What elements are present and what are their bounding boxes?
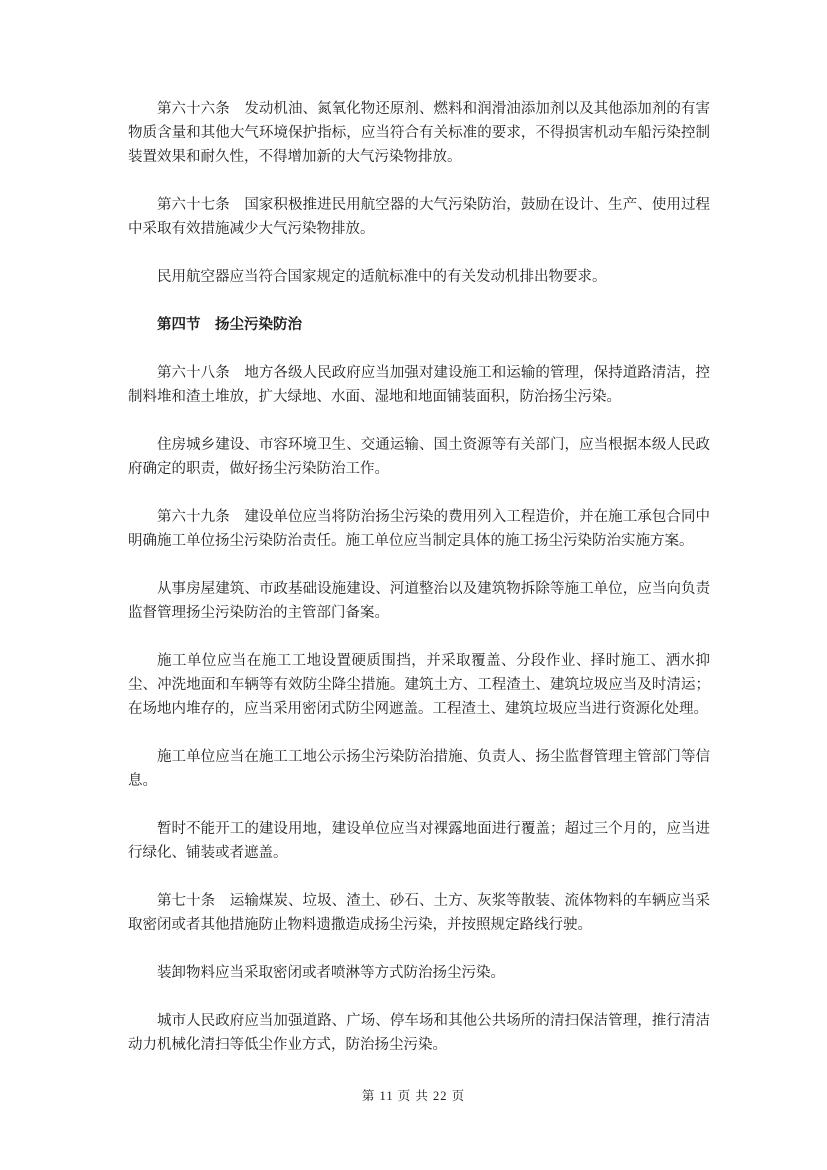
paragraph: 住房城乡建设、市容环境卫生、交通运输、国土资源等有关部门，应当根据本级人民政府确定的职责，做好扬尘污染防治工作。: [128, 437, 710, 477]
paragraph: 第六十八条 地方各级人民政府应当加强对建设施工和运输的管理，保持道路清洁，控制料堆和渣土堆放，扩大绿地、水面、湿地和地面铺装面积，防治扬尘污染。: [128, 365, 710, 405]
section-heading: 第四节 扬尘污染防治: [157, 317, 302, 333]
paragraph: 民用航空器应当符合国家规定的适航标准中的有关发动机排出物要求。: [157, 269, 607, 285]
paragraph: 装卸物料应当采取密闭或者喷淋等方式防治扬尘污染。: [157, 965, 505, 981]
paragraph: 第六十六条 发动机油、氮氧化物还原剂、燃料和润滑油添加剂以及其他添加剂的有害物质含量和其他大气环境保护指标，应当符合有关标准的要求，不得损害机动车船污染控制装置效果和耐久性，不得增加新的大气污染物排放。: [128, 101, 710, 165]
page-number-footer: 第 11 页 共 22 页: [361, 1089, 466, 1103]
paragraph: 暂时不能开工的建设用地，建设单位应当对裸露地面进行覆盖；超过三个月的，应当进行绿化、铺装或者遮盖。: [128, 821, 710, 861]
paragraph: 城市人民政府应当加强道路、广场、停车场和其他公共场所的清扫保洁管理，推行清洁动力机械化清扫等低尘作业方式，防治扬尘污染。: [128, 1013, 710, 1053]
paragraph: 施工单位应当在施工工地设置硬质围挡，并采取覆盖、分段作业、择时施工、洒水抑尘、冲洗地面和车辆等有效防尘降尘措施。建筑土方、工程渣土、建筑垃圾应当及时清运；在场地内堆存的，应当采用密闭式防尘网遮盖。工程渣土、建筑垃圾应当进行资源化处理。: [128, 653, 710, 717]
paragraph: 从事房屋建筑、市政基础设施建设、河道整治以及建筑物拆除等施工单位，应当向负责监督管理扬尘污染防治的主管部门备案。: [128, 581, 710, 621]
paragraph: 第六十九条 建设单位应当将防治扬尘污染的费用列入工程造价，并在施工承包合同中明确施工单位扬尘污染防治责任。施工单位应当制定具体的施工扬尘污染防治实施方案。: [128, 509, 710, 549]
paragraph: 第七十条 运输煤炭、垃圾、渣土、砂石、土方、灰浆等散装、流体物料的车辆应当采取密闭或者其他措施防止物料遗撒造成扬尘污染，并按照规定路线行驶。: [128, 893, 710, 933]
paragraph: 施工单位应当在施工工地公示扬尘污染防治措施、负责人、扬尘监督管理主管部门等信息。: [128, 749, 710, 789]
paragraph: 第六十七条 国家积极推进民用航空器的大气污染防治，鼓励在设计、生产、使用过程中采取有效措施减少大气污染物排放。: [128, 197, 710, 237]
